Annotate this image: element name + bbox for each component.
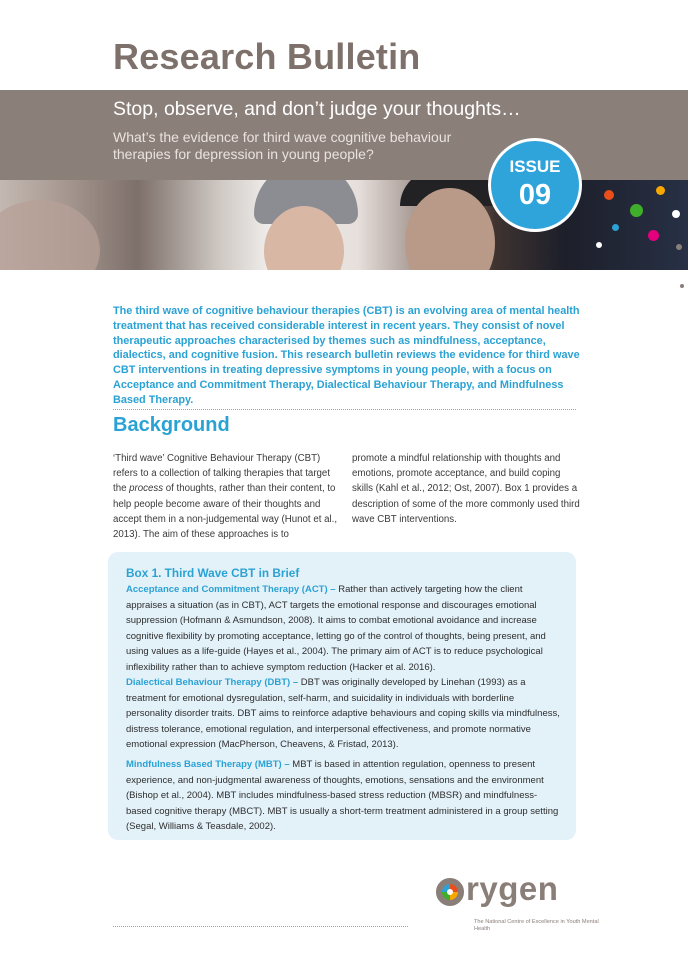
bulletin-question: What’s the evidence for third wave cognitive behaviour therapies for depression in young people? bbox=[113, 129, 452, 162]
confetti-dot bbox=[630, 204, 643, 217]
confetti-dot bbox=[676, 244, 682, 250]
box-item-term: Acceptance and Commitment Therapy (ACT) – bbox=[126, 584, 336, 595]
blurred-face-left bbox=[0, 200, 100, 270]
intro-paragraph: The third wave of cognitive behaviour therapies (CBT) is an evolving area of mental health treatment that has received considerable interest in recent years. They consist of novel therapeutic approaches characterised by themes such as mindfulness, acceptance, dialectics, and cognitive fusion. This research bulletin reviews the evidence for third wave CBT interventions in treating depressive symptoms in young people, with a focus on Acceptance and Commitment Therapy, Dialectical Behaviour Therapy, and Mindfulness Based Therapy. bbox=[113, 305, 580, 406]
issue-number: 09 bbox=[518, 179, 552, 211]
issue-label: ISSUE bbox=[509, 157, 561, 176]
box-item-term: Dialectical Behaviour Therapy (DBT) – bbox=[126, 677, 299, 688]
background-text: ‘Third wave’ Cognitive Behaviour Therapy (CBT) refers to a collection of talking therapies that target the bbox=[113, 453, 331, 495]
footer-divider bbox=[113, 926, 408, 927]
header-photo bbox=[0, 180, 688, 270]
box-item-term: Mindfulness Based Therapy (MBT) – bbox=[126, 759, 290, 770]
box-item-text: Rather than actively targeting how the client appraises a situation (as in CBT), ACT targets the emotional response and discourages emotional suppression (Hofmann & Asmundson, 2008). It aims to combat emotional avoidance and increase cognitive flexibility by promoting acceptance, letting go of the control of thoughts, being present, and using values as a life-guide (Hayes et al., 2004). The primary aim of ACT is to reduce psychological inflexibility rather than to achieve symptom reduction (Hacker et al. 2016). bbox=[126, 584, 546, 673]
confetti-dot bbox=[612, 224, 619, 231]
logo-text: rygen bbox=[466, 870, 559, 907]
bulletin-title: Research Bulletin bbox=[113, 36, 421, 77]
orygen-tagline: The National Centre of Excellence in Youth Mental Health bbox=[474, 919, 599, 932]
box-item-text: DBT was originally developed by Linehan (1993) as a treatment for emotional dysregulation, self-harm, and suicidality in individuals with borderline personality disorder traits. DBT aims to reinforce adaptive behaviours and coping skills via mindfulness, distress tolerance, emotional regulation, and interpersonal effectiveness, and promote normative emotional expression (MacPherson, Cheavens, & Fristad, 2013). bbox=[126, 677, 560, 751]
background-emphasis: process bbox=[129, 483, 164, 495]
issue-badge bbox=[488, 138, 582, 232]
confetti-dot bbox=[648, 230, 659, 241]
confetti-dot bbox=[604, 190, 614, 200]
box-item-text: MBT is based in attention regulation, openness to present experience, and non-judgmental awareness of thoughts, emotions, sensations and the environment (Bishop et al., 2004). MBT includes mindfulness-based stress reduction (MBSR) and mindfulness-based cognitive therapy (MBCT). MBT is usually a short-term treatment administered in a group setting (Segal, Williams & Teasdale, 2002). bbox=[126, 759, 559, 833]
background-column-left bbox=[113, 451, 338, 542]
box-item-mbt bbox=[126, 757, 562, 835]
background-column-right: promote a mindful relationship with thoughts and emotions, promote acceptance, and build coping skills (Kahl et al., 2012; Ost, 2007). Box 1 provides a description of some of the more commonly used third wave CBT interventions. bbox=[352, 453, 580, 525]
confetti-dot bbox=[672, 210, 680, 218]
box-title: Box 1. Third Wave CBT in Brief bbox=[126, 566, 300, 580]
confetti-dot bbox=[656, 186, 665, 195]
box-item-act bbox=[126, 582, 562, 676]
box-item-dbt bbox=[126, 675, 562, 753]
confetti-dot bbox=[680, 284, 684, 288]
confetti-dot bbox=[596, 242, 602, 248]
background-text: of thoughts, rather than their content, to help people become aware of their thoughts and accept them in a non-judgemental way (Hunot et al., 2013). The aim of these approaches is to bbox=[113, 483, 338, 541]
section-divider bbox=[113, 409, 576, 410]
bulletin-subtitle: Stop, observe, and don’t judge your thoughts… bbox=[113, 98, 521, 120]
orygen-logo bbox=[436, 870, 558, 908]
background-heading: Background bbox=[113, 414, 230, 436]
